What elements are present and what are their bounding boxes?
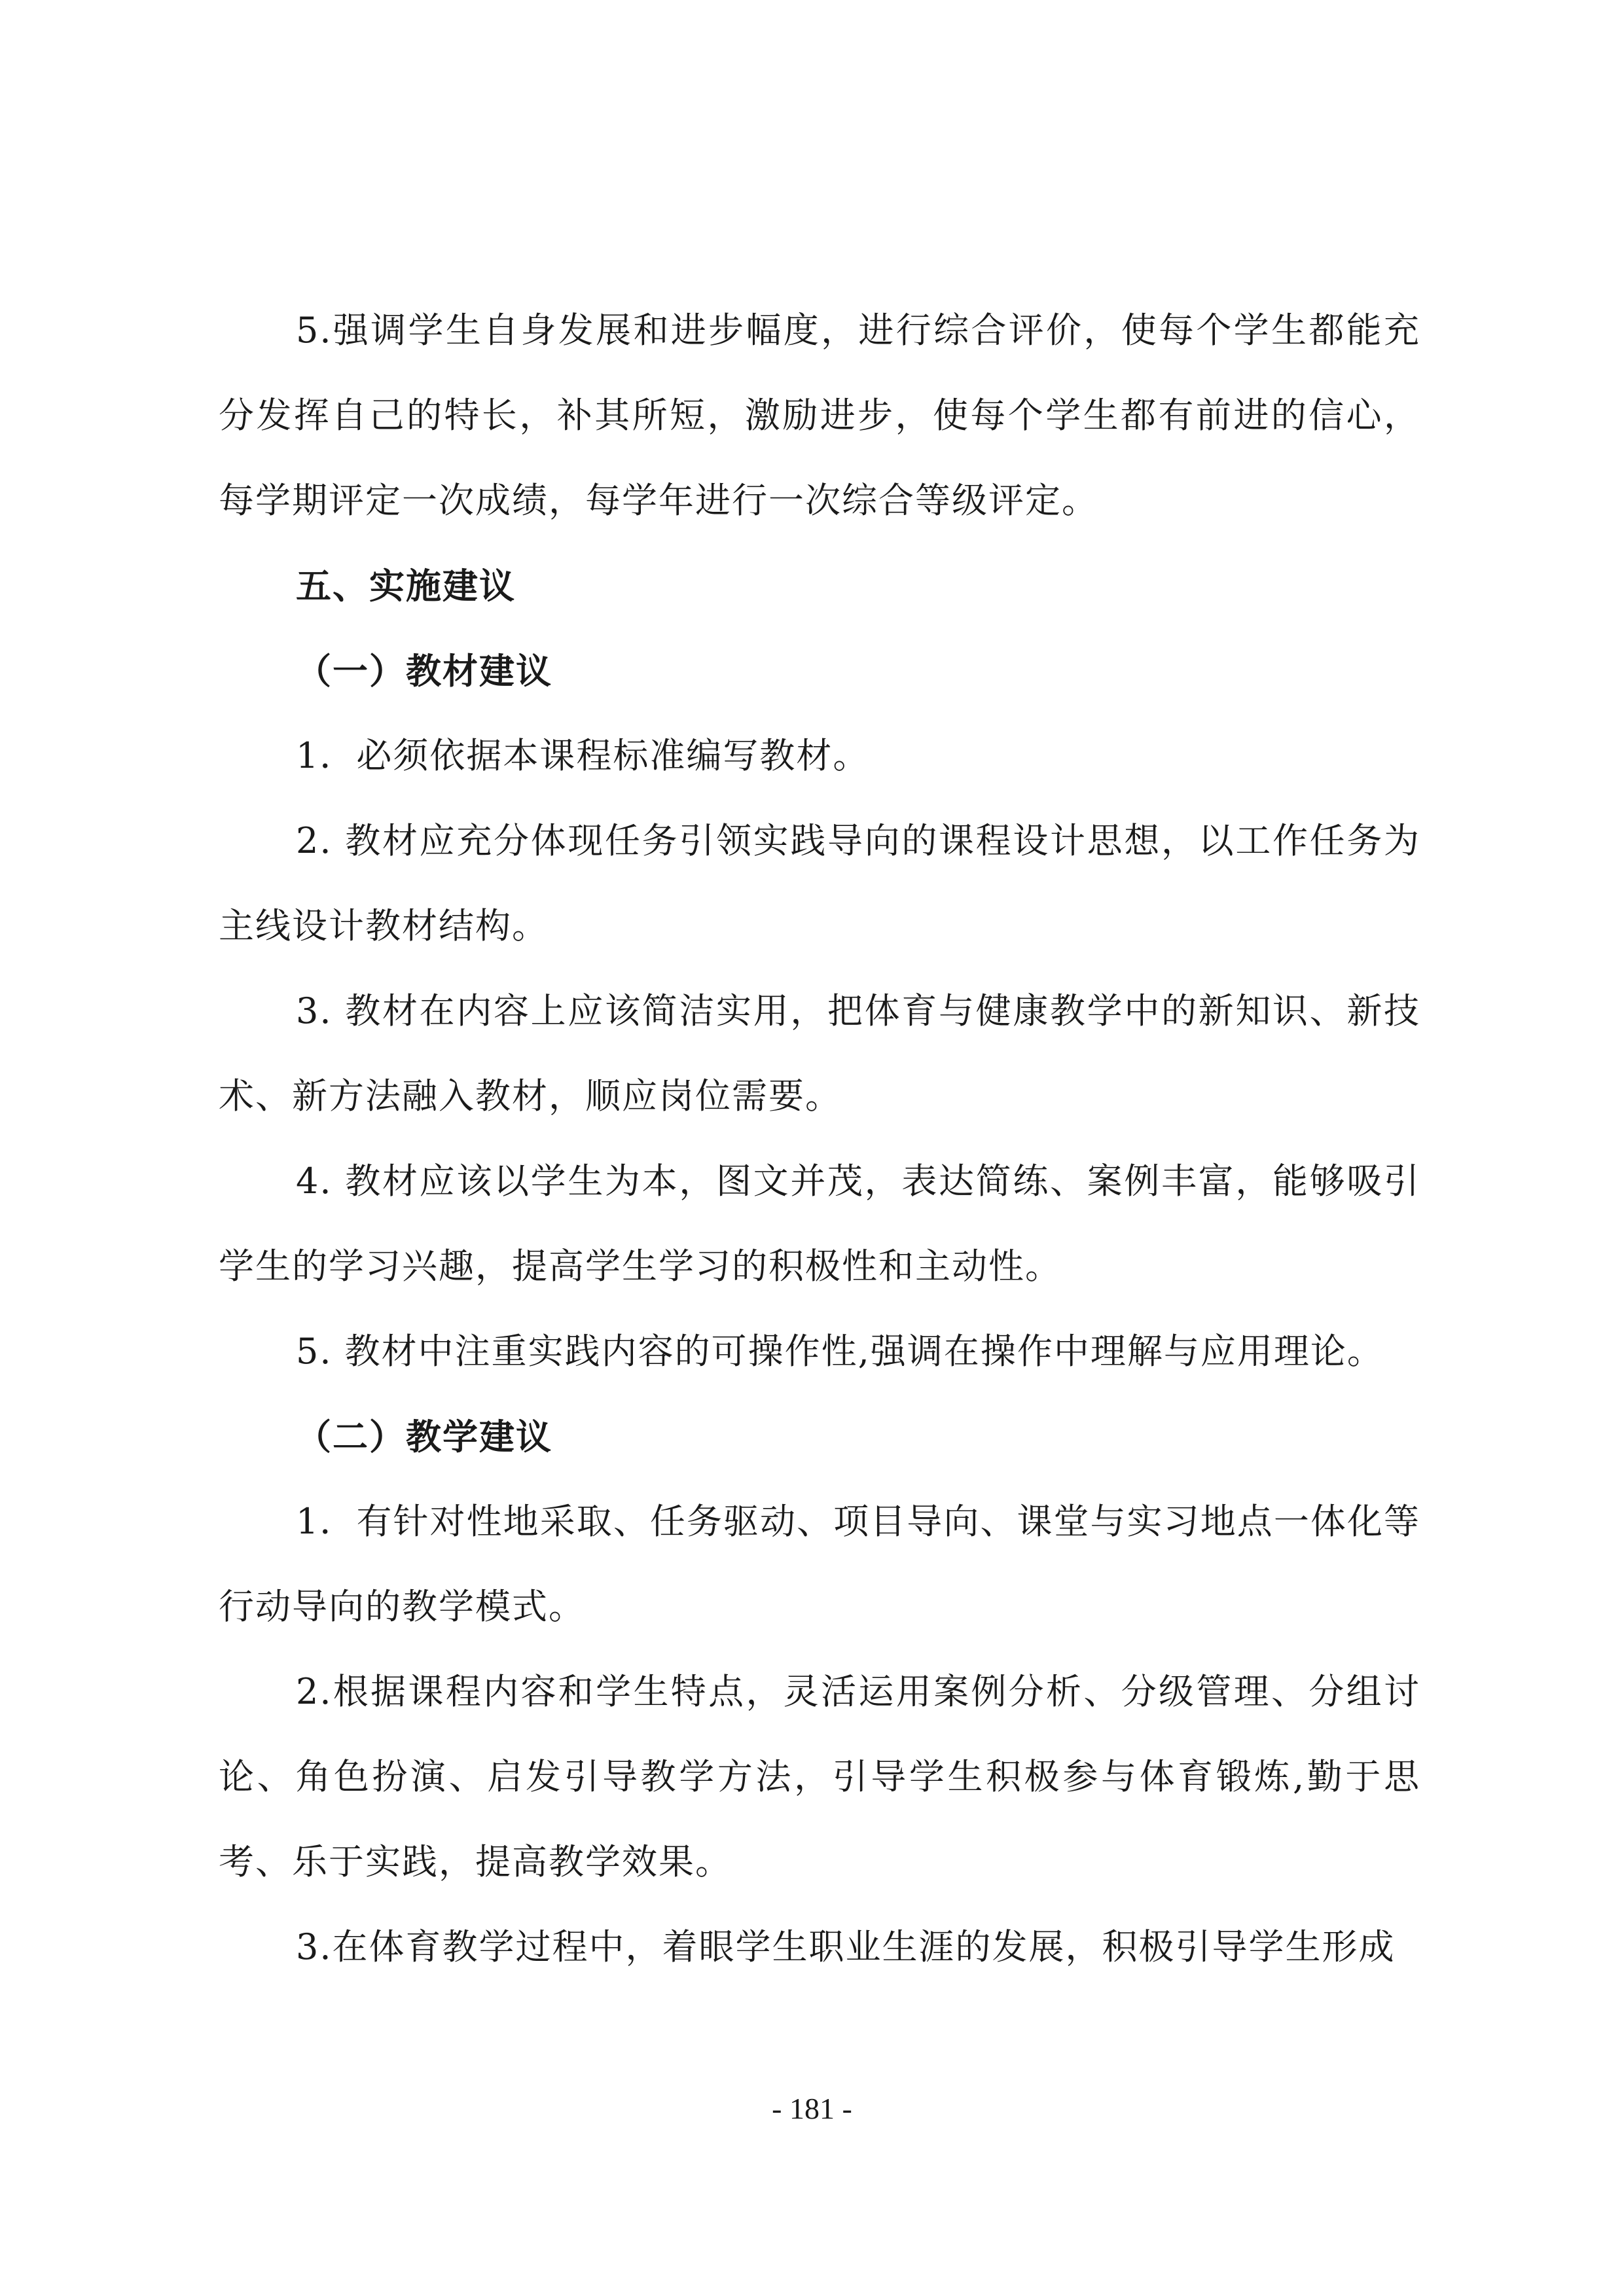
subsection-heading-textbook: （一）教材建议 (296, 650, 552, 692)
paragraph-textbook-2: 2. 教材应充分体现任务引领实践导向的课程设计思想，以工作任务为主线设计教材结构。 (219, 820, 1420, 946)
document-body (219, 288, 1420, 1990)
paragraph-teaching-1: 1．有针对性地采取、任务驱动、项目导向、课堂与实习地点一体化等行动导向的教学模式。 (219, 1501, 1420, 1627)
paragraph-teaching-3: 3.在体育教学过程中，着眼学生职业生涯的发展，积极引导学生形成 (296, 1926, 1396, 1967)
subsection-heading-teaching: （二）教学建议 (296, 1416, 552, 1458)
paragraph-evaluation-5: 5.强调学生自身发展和进步幅度，进行综合评价，使每个学生都能充分发挥自己的特长，补其所短，激励进步，使每个学生都有前进的信心，每学期评定一次成绩，每学年进行一次综合等级评定。 (219, 310, 1420, 521)
paragraph-textbook-1: 1．必须依据本课程标准编写教材。 (296, 735, 870, 776)
paragraph-textbook-5: 5. 教材中注重实践内容的可操作性,强调在操作中理解与应用理论。 (296, 1331, 1384, 1372)
page-number: - 181 - (772, 2092, 852, 2125)
section-heading-implementation: 五、实施建议 (296, 565, 516, 607)
paragraph-teaching-2: 2.根据课程内容和学生特点，灵活运用案例分析、分级管理、分组讨论、角色扮演、启发引导教学方法，引导学生积极参与体育锻炼,勤于思考、乐于实践，提高教学效果。 (219, 1671, 1420, 1882)
paragraph-textbook-3: 3. 教材在内容上应该简洁实用，把体育与健康教学中的新知识、新技术、新方法融入教材，顺应岗位需要。 (219, 990, 1420, 1117)
paragraph-textbook-4: 4. 教材应该以学生为本，图文并茂，表达简练、案例丰富，能够吸引学生的学习兴趣，提高学生学习的积极性和主动性。 (219, 1160, 1420, 1287)
